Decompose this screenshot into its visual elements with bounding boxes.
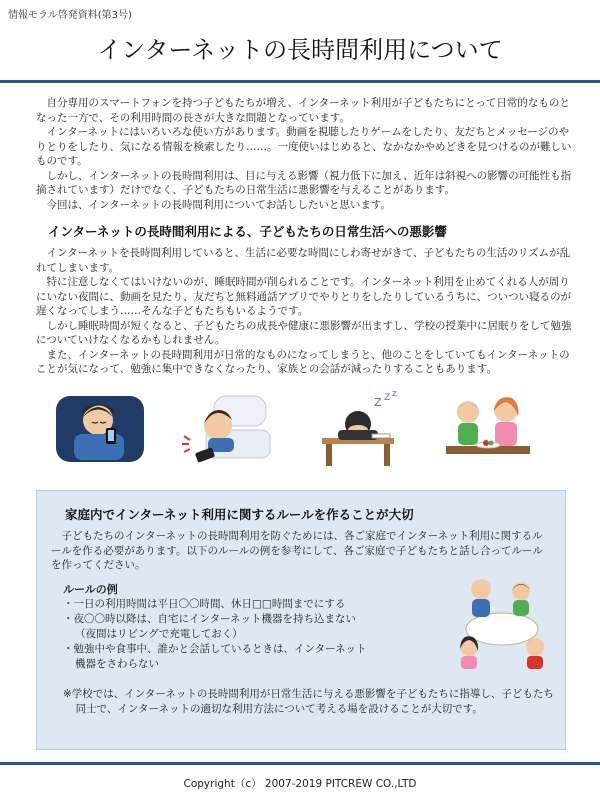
rule-item: ・一日の利用時間は平日〇〇時間、休日□□時間までにする [63, 598, 346, 610]
rule-item: 機器をさわらない [75, 658, 159, 670]
rules-box-heading: 家庭内でインターネット利用に関するルールを作ることが大切 [65, 507, 414, 522]
family-dinner-illustration [440, 390, 536, 468]
rules-heading: ルールの例 [63, 583, 118, 596]
tired-child-illustration [52, 390, 148, 468]
rules-list [63, 597, 413, 672]
intro-paragraph: 自分専用のスマートフォンを持つ子どもたちが増え、インターネット利用が子どもたちにとって日常的なものとなった一方で、その利用時間の長さが大きな問題となっています。 [36, 97, 570, 124]
rules-box-text: 子どもたちのインターネットの長時間利用を防ぐためには、各ご家庭でインターネット利用に関するルールを作る必要があります。以下のルールの例を参考にして、各ご家庭で子どもたちと話し合ってルールを作ってください。 [51, 530, 543, 571]
page-title: インターネットの長時間利用について [97, 36, 503, 64]
intro-text [36, 96, 576, 212]
sleeping-at-desk-illustration [312, 390, 408, 468]
copyright: Copyright（c） 2007-2019 PITCREW CO.,LTD [183, 778, 417, 790]
svg-text:Z: Z [374, 396, 382, 409]
section-paragraph: 特に注意しなくてはいけないのが、睡眠時間が削られることです。インターネット利用を止めてくれる人が周りにいない夜間に、動画を見たり、友だちと無料通話アプリでやりとりをしたりしているうちに、ついつい寝るのが遅くなってしまう……そんな子どもたちもいるようです。 [36, 276, 572, 317]
issue-label: 情報モラル啓発資料(第3号) [8, 10, 132, 21]
section-paragraph: インターネットを長時間利用していると、生活に必要な時間にしわ寄せがきて、子どもたちの生活のリズムが乱れてしまいます。 [36, 247, 571, 274]
rule-item: ・夜〇〇時以降は、自宅にインターネット機器を持ち込まない [63, 613, 357, 625]
section-text [36, 246, 576, 377]
intro-paragraph: 今回は、インターネットの長時間利用についてお話ししたいと思います。 [46, 198, 392, 211]
rules-box [36, 490, 566, 750]
school-note: ※学校では、インターネットの長時間利用が日常生活に与える悪影響を子どもたちに指導し、子どもたち同士で、インターネットの適切な利用方法について考える場を設けることが大切です。 [63, 688, 554, 715]
phone-in-bed-illustration [178, 390, 274, 468]
rule-item: （夜間はリビングで充電しておく） [75, 628, 243, 640]
family-discussion-illustration [447, 571, 557, 671]
section-paragraph: しかし睡眠時間が短くなると、子どもたちの成長や健康に悪影響が出ますし、学校の授業中に居眠りをして勉強についていけなくなるかもしれません。 [36, 319, 572, 346]
title-rule [0, 80, 600, 83]
svg-text:Z: Z [392, 390, 397, 398]
footer-rule [0, 762, 600, 765]
section-paragraph: また、インターネットの長時間利用が日常的なものになってしまうと、他のことをしていてもインターネットのことが気になって、勉強に集中できなくなったり、家族との会話が減ったりすることもあります。 [36, 348, 570, 375]
rule-item: ・勉強中や食事中、誰かと会話しているときは、インターネット [63, 643, 367, 655]
intro-paragraph: インターネットにはいろいろな使い方があります。動画を視聴したりゲームをしたり、友だちとメッセージのやりとりをしたり、気になる情報を検索したり……。一度使いはじめると、なかなかやめどきを見つけるのが難しいものです。 [36, 126, 572, 167]
section-heading: インターネットの長時間利用による、子どもたちの日常生活への悪影響 [48, 224, 447, 239]
intro-paragraph: しかし、インターネットの長時間利用は、目に与える影響（視力低下に加え、近年は斜視への影響の可能性も指摘されています）だけでなく、子どもたちの日常生活に悪影響を与えることがあります。 [36, 169, 572, 196]
svg-text:Z: Z [384, 393, 391, 403]
